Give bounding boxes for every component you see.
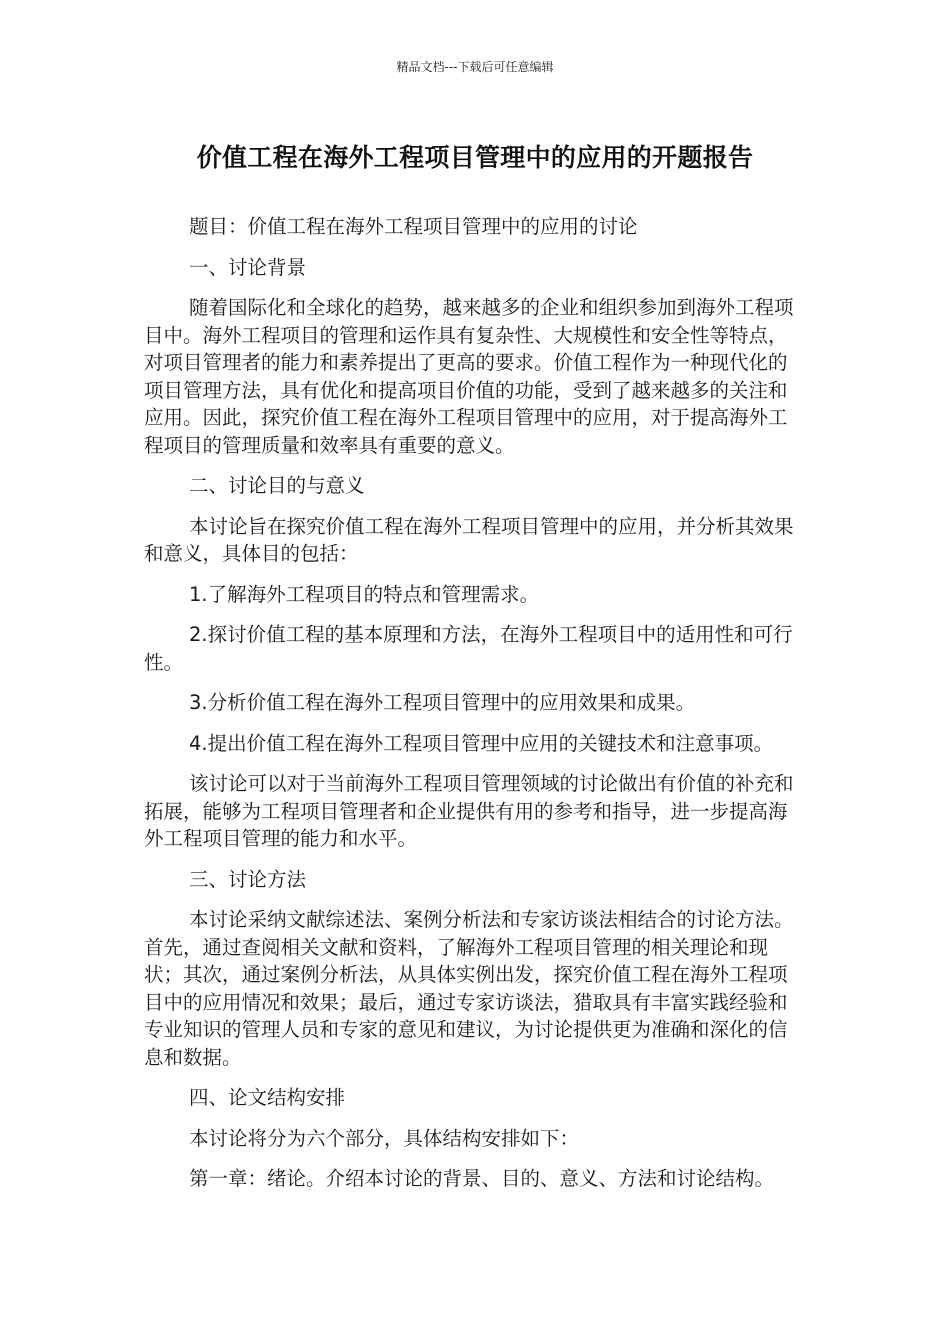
document-body (144, 213, 794, 1206)
topic-line: 题目：价值工程在海外工程项目管理中的应用的讨论 (189, 215, 638, 238)
list-item-purpose-3: 3.分析价值工程在海外工程项目管理中的应用效果和成果。 (189, 691, 696, 714)
list-item-purpose-4: 4.提出价值工程在海外工程项目管理中应用的关键技术和注意事项。 (189, 731, 774, 755)
paragraph-chapter-1: 第一章：绪论。介绍本讨论的背景、目的、意义、方法和讨论结构。 (189, 1167, 775, 1190)
paragraph-structure-intro: 本讨论将分为六个部分，具体结构安排如下： (189, 1126, 580, 1150)
section-heading-structure: 四、论文结构安排 (189, 1086, 346, 1109)
paragraph-significance: 该讨论可以对于当前海外工程项目管理领域的讨论做出有价值的补充和拓展，能够为工程项目管理者和企业提供有用的参考和指导，进一步提高海外工程项目管理的能力和水平。 (144, 772, 794, 850)
paragraph-method: 本讨论采纳文献综述法、案例分析法和专家访谈法相结合的讨论方法。首先，通过查阅相关文献和资料，了解海外工程项目管理的相关理论和现状；其次，通过案例分析法，从具体实例出发，探究价值工程在海外工程项目中的应用情况和效果；最后，通过专家访谈法，猎取具有丰富实践经验和专业知识的管理人员和专家的意见和建议，为讨论提供更为准确和深化的信息和数据。 (144, 908, 794, 1069)
header-note: 精品文档---下载后可任意编辑 (396, 60, 554, 74)
document-title: 价值工程在海外工程项目管理中的应用的开题报告 (196, 143, 754, 172)
list-item-purpose-1: 1.了解海外工程项目的特点和管理需求。 (189, 582, 540, 606)
section-heading-background: 一、讨论背景 (189, 255, 307, 279)
section-heading-method: 三、讨论方法 (189, 867, 307, 891)
paragraph-background: 随着国际化和全球化的趋势，越来越多的企业和组织参加到海外工程项目中。海外工程项目的管理和运作具有复杂性、大规模性和安全性等特点，对项目管理者的能力和素养提出了更高的要求。价值工程作为一种现代化的项目管理方法，具有优化和提高项目价值的功能，受到了越来越多的关注和应用。因此，探究价值工程在海外工程项目管理中的应用，对于提高海外工程项目的管理质量和效率具有重要的意义。 (144, 296, 794, 457)
list-item-purpose-2: 2.探讨价值工程的基本原理和方法，在海外工程项目中的适用性和可行性。 (144, 623, 793, 674)
section-heading-purpose: 二、讨论目的与意义 (189, 474, 365, 497)
paragraph-purpose-intro: 本讨论旨在探究价值工程在海外工程项目管理中的应用，并分析其效果和意义，具体目的包括： (144, 514, 794, 565)
